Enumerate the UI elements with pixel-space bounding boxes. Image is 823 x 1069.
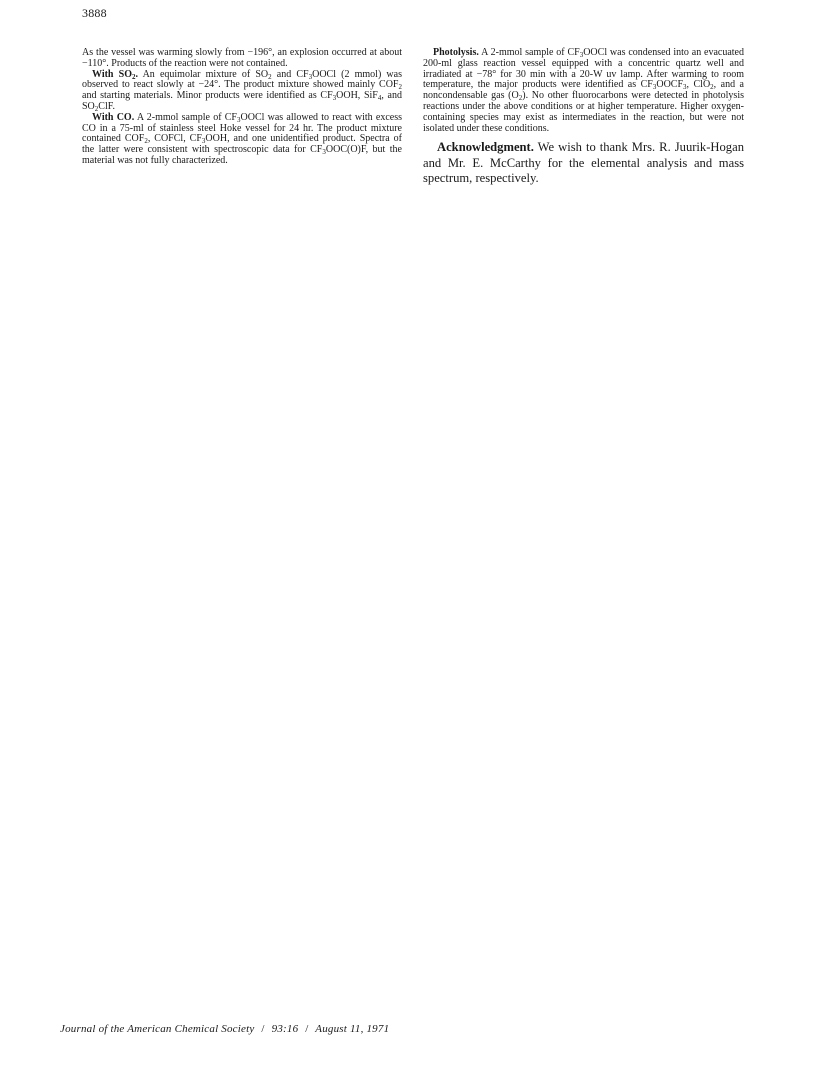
journal-date: August 11, 1971: [315, 1023, 390, 1035]
footer-separator: /: [261, 1023, 265, 1035]
journal-footer: [60, 1023, 389, 1035]
run-in-heading-co: With CO.: [92, 111, 135, 123]
page-number: 3888: [82, 6, 107, 20]
left-column: [82, 48, 402, 167]
journal-name: Journal of the American Chemical Society: [60, 1023, 255, 1035]
acknowledgment-text: We wish to thank Mrs. R. Juurik-Hogan and Mr. E. McCarthy for the elemental analysis and mass spectrum, respectively.: [423, 140, 744, 186]
run-in-heading-so2: With $SO_2$.: [92, 68, 138, 81]
run-in-heading-photolysis: Photolysis.: [433, 47, 479, 58]
footer-separator: /: [305, 1023, 309, 1035]
paragraph-explosion: [82, 48, 402, 70]
journal-volume: 93:16: [271, 1023, 299, 1035]
paragraph-text: As the vessel was warming slowly from −196°, an explosion occurred at about −110°. Products of the reaction were not contained.: [82, 47, 402, 69]
acknowledgment-heading: Acknowledgment.: [437, 140, 534, 155]
paragraph-with-co: With CO. A 2-mmol sample of $CF_3OOCl$ was allowed to react with excess CO in a 75-ml of stainless steel Hoke vessel for 24 hr. The product mixture contained $COF_2$, COFCl, $CF_3OOH$, and one unidentified product. Spectra of the latter were consistent with spectroscopic data for $CF_3OOC(O)F$, but the material was not fully characterized.: [82, 111, 402, 166]
paragraph-photolysis: Photolysis. A 2-mmol sample of $CF_3OOCl$ was condensed into an evacuated 200-ml glass reaction vessel equipped with a concentric quartz well and irradiated at −78° for 30 min with a 20-W uv lamp. After warming to room temperature, the major products were identified as $CF_3OOCF_3$, ClO$_2$, and a noncondensable gas $(O_2)$. No other fluorocarbons were detected in photolysis reactions under the above conditions or at higher temperature. Higher oxygen-containing species may exist as intermediates in the reaction, but were not isolated under these conditions.: [423, 47, 744, 134]
acknowledgment: [423, 140, 744, 186]
paragraph-with-so2: With $SO_2$. An equimolar mixture of $SO_2$ and $CF_3OOCl$ (2 mmol) was observed to react slowly at −24°. The product mixture showed mainly $COF_2$ and starting materials. Minor products were identified as $CF_3OOH$, SiF$_4$, and $SO_2ClF$.: [82, 68, 402, 113]
right-column: [423, 48, 744, 187]
